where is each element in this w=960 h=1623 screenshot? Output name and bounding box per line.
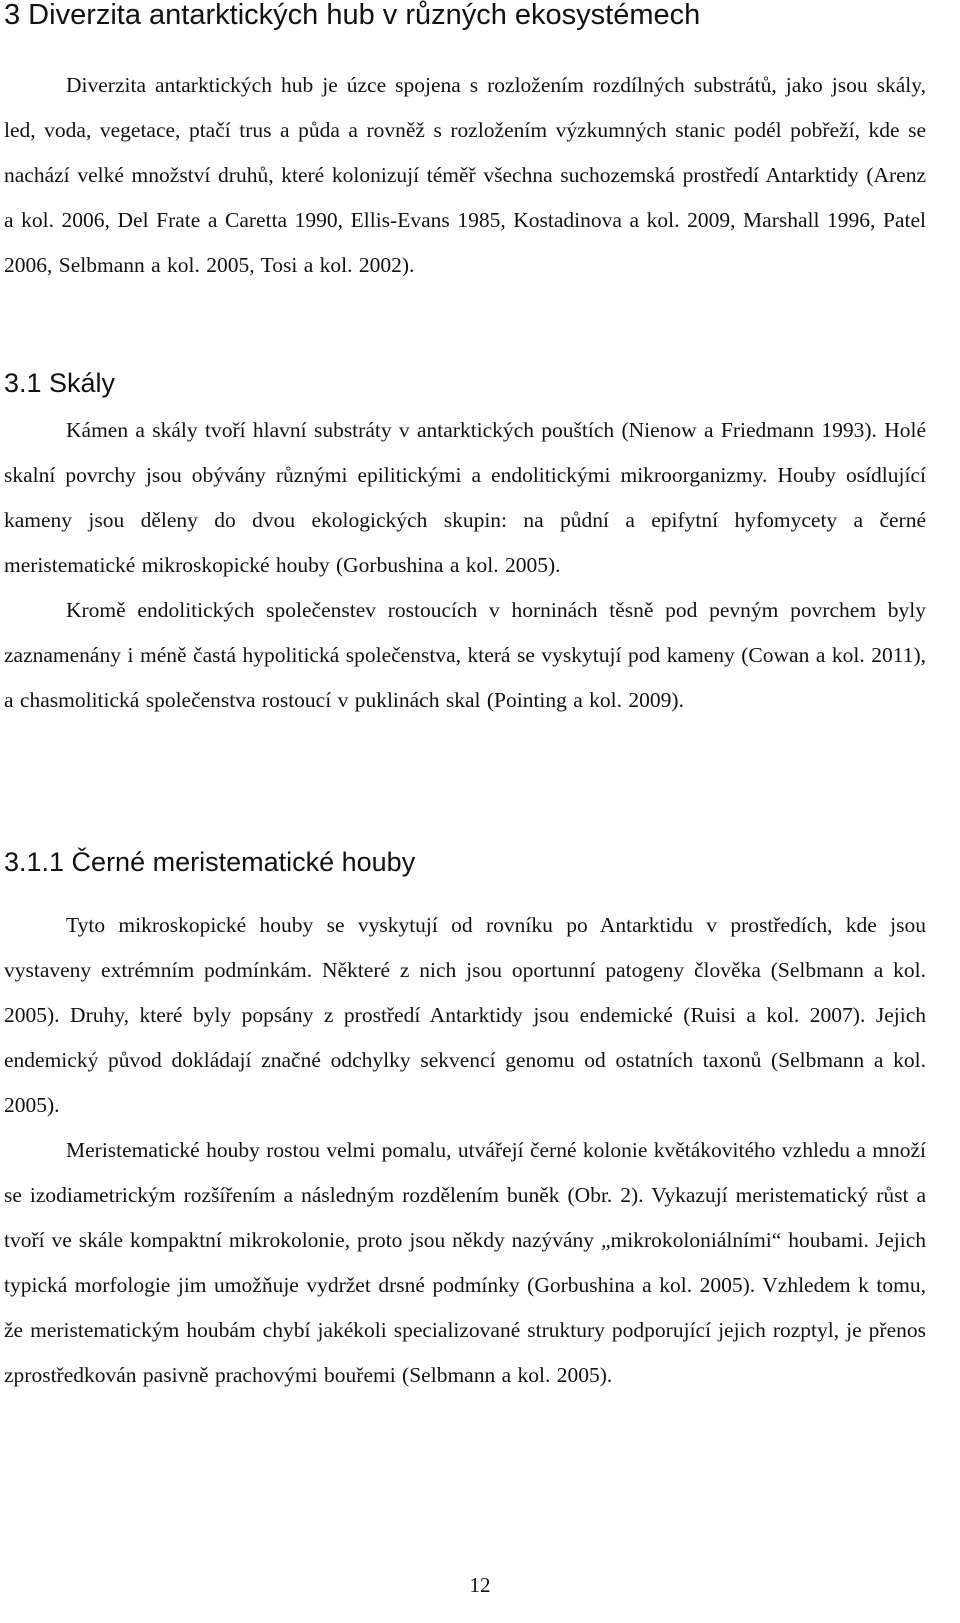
section-heading: 3.1 Skály xyxy=(4,368,116,398)
subsection-heading: 3.1.1 Černé meristematické houby xyxy=(4,847,416,877)
intro-paragraph: Diverzita antarktických hub je úzce spojena s rozložením rozdílných substrátů, jako jsou skály, led, voda, vegetace, ptačí trus a půda a rovněž s rozložením výzkumných stanic podél pobřeží, kde se nachází velké množství druhů, které kolonizují téměř všechna suchozemská prostředí Antarktidy (Arenz a kol. 2006, Del Frate a Caretta 1990, Ellis-Evans 1985, Kostadinova a kol. 2009, Marshall 1996, Patel 2006, Selbmann a kol. 2005, Tosi a kol. 2002). xyxy=(4,73,926,277)
section-paragraph-1: Kámen a skály tvoří hlavní substráty v antarktických pouštích (Nienow a Friedmann 1993). Holé skalní povrchy jsou obývány různými epilitickými a endolitickými mikroorganizmy. Houby osídlující kameny jsou děleny do dvou ekologických skupin: na půdní a epifytní hyfomycety a černé meristematické mikroskopické houby (Gorbushina a kol. 2005). xyxy=(4,418,926,577)
section-rocks xyxy=(4,408,926,723)
subsection-paragraph-1: Tyto mikroskopické houby se vyskytují od rovníku po Antarktidu v prostředích, kde jsou vystaveny extrémním podmínkám. Některé z nich jsou oportunní patogeny člověka (Selbmann a kol. 2005). Druhy, které byly popsány z prostředí Antarktidy jsou endemické (Ruisi a kol. 2007). Jejich endemický původ dokládají značné odchylky sekvencí genomu od ostatních taxonů (Selbmann a kol. 2005). xyxy=(4,913,926,1117)
intro-section xyxy=(4,63,926,288)
section-paragraph-2: Kromě endolitických společenstev rostoucích v horninách těsně pod pevným povrchem byly zaznamenány i méně častá hypolitická společenstva, která se vyskytují pod kameny (Cowan a kol. 2011), a chasmolitická společenstva rostoucí v puklinách skal (Pointing a kol. 2009). xyxy=(4,598,926,712)
subsection-black-fungi xyxy=(4,903,926,1398)
page-number: 12 xyxy=(469,1573,491,1597)
subsection-paragraph-2: Meristematické houby rostou velmi pomalu, utvářejí černé kolonie květákovitého vzhledu a množí se izodiametrickým rozšířením a následným rozdělením buněk (Obr. 2). Vykazují meristematický růst a tvoří ve skále kompaktní mikrokolonie, proto jsou někdy nazývány „mikrokoloniálními“ houbami. Jejich typická morfologie jim umožňuje vydržet drsné podmínky (Gorbushina a kol. 2005). Vzhledem k tomu, že meristematickým houbám chybí jakékoli specializované struktury podporující jejich rozptyl, je přenos zprostředkován pasivně prachovými bouřemi (Selbmann a kol. 2005). xyxy=(4,1138,927,1387)
chapter-heading: 3 Diverzita antarktických hub v různých ekosystémech xyxy=(4,0,701,31)
